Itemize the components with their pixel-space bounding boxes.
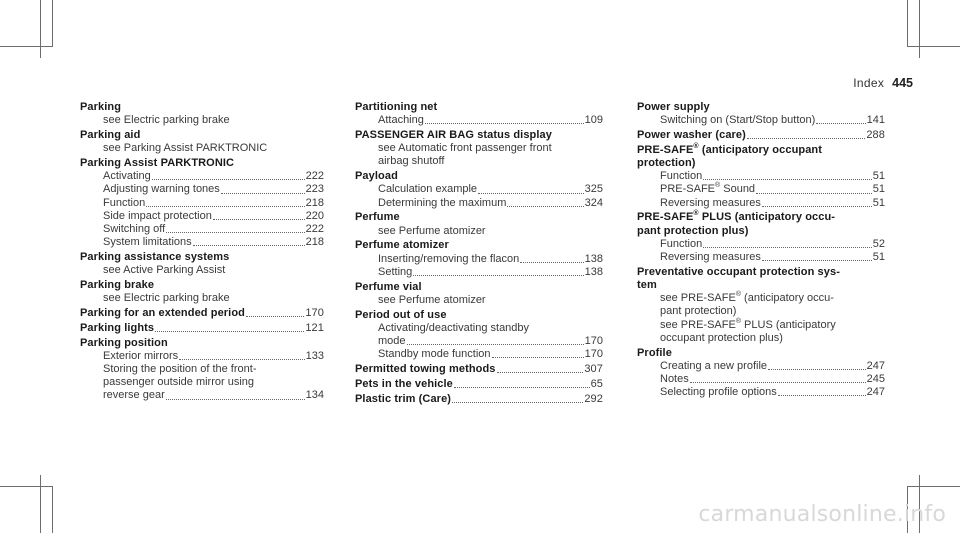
page-ref: 288 [866, 129, 885, 141]
entry-heading: Parking [80, 101, 122, 113]
sub-entry [355, 266, 603, 279]
crop-mark [0, 46, 52, 47]
entry-heading [355, 363, 603, 376]
entry-heading [355, 378, 603, 391]
page-ref: 247 [866, 359, 885, 372]
sub-entry [80, 236, 324, 249]
entry-heading: Partitioning net [355, 101, 438, 113]
sub-entry [637, 197, 885, 210]
index-column-1 [80, 101, 324, 404]
page-ref: 51 [872, 183, 885, 196]
sub-entry-text: Side impact protection [103, 209, 212, 222]
entry-heading-text: Permitted towing methods [355, 363, 496, 376]
dot-leader [703, 179, 872, 180]
dot-leader [454, 387, 590, 388]
crop-mark [40, 0, 41, 58]
sub-entry-text: mode [378, 335, 406, 348]
index-entry [355, 378, 603, 391]
dot-leader [452, 402, 583, 403]
index-entry [637, 266, 885, 345]
sub-entry-text: Reversing measures [660, 196, 761, 209]
index-entry [355, 129, 603, 169]
sub-entry [80, 389, 324, 402]
sub-entry [80, 210, 324, 223]
entry-heading: Preventative occupant protection sys- [637, 265, 840, 278]
sub-entry [80, 350, 324, 363]
index-column-3 [637, 101, 885, 401]
dot-leader [768, 369, 866, 370]
page-header [853, 76, 913, 90]
sub-entry-text: Exterior mirrors [103, 349, 179, 362]
page-ref: 292 [584, 392, 603, 405]
entry-heading: PASSENGER AIR BAG status display [355, 129, 552, 141]
index-entry [637, 211, 885, 264]
entry-heading-text: Parking for an extended period [80, 307, 245, 320]
sub-entry-text: System limitations [103, 236, 192, 249]
crop-mark [908, 486, 960, 487]
index-entry [355, 309, 603, 362]
dot-leader [507, 206, 583, 207]
dot-leader [816, 123, 865, 124]
index-entry [355, 363, 603, 376]
crop-mark [908, 46, 960, 47]
index-entry [80, 251, 324, 277]
sub-entry-text: Selecting profile options [660, 386, 777, 399]
page-ref: 109 [584, 114, 603, 127]
sub-entry-text: Setting [378, 265, 413, 278]
page-ref: 65 [590, 377, 603, 390]
sub-entry-text: reverse gear [103, 389, 165, 402]
dot-leader [213, 219, 305, 220]
dot-leader [762, 206, 872, 207]
sub-entry-text: Inserting/removing the flacon [378, 252, 520, 265]
page-ref: 121 [305, 321, 324, 334]
dot-leader [166, 399, 305, 400]
sub-entry [355, 253, 603, 266]
page-ref: 138 [584, 265, 603, 278]
sub-entry-text: Calculation example [378, 183, 478, 196]
sub-entry: see Perfume atomizer [378, 224, 486, 237]
index-entry [80, 101, 324, 127]
page-ref: 218 [305, 196, 324, 209]
page-ref: 222 [305, 170, 324, 183]
page-ref: 52 [872, 237, 885, 250]
sub-entry [637, 360, 885, 373]
dot-leader [778, 395, 866, 396]
index-entry [80, 157, 324, 249]
entry-heading: Payload [355, 170, 398, 183]
dot-leader [246, 316, 304, 317]
index-entry [80, 129, 324, 155]
page-ref: 141 [866, 114, 885, 127]
sub-entry-text: Creating a new profile [660, 359, 768, 372]
entry-heading: Parking Assist PARKTRONIC [80, 157, 235, 169]
page-ref: 220 [305, 209, 324, 222]
page-number: 445 [892, 76, 913, 90]
page-ref: 133 [305, 349, 324, 362]
sub-entry: see Parking Assist PARKTRONIC [103, 142, 268, 155]
index-entry [80, 279, 324, 305]
sub-entry-text: Standby mode function [378, 348, 491, 361]
dot-leader [221, 193, 305, 194]
sub-entry [80, 197, 324, 210]
index-entry [355, 211, 603, 237]
entry-heading: Perfume vial [355, 280, 422, 293]
dot-leader [478, 193, 584, 194]
sub-entry-text: Activating [103, 170, 151, 183]
index-entry [80, 307, 324, 320]
sub-entry: see Electric parking brake [103, 114, 230, 127]
page-ref: 51 [872, 196, 885, 209]
sub-entry: see Automatic front passenger front [378, 142, 552, 155]
entry-heading: pant protection plus) [637, 224, 749, 237]
entry-heading: Perfume atomizer [355, 239, 449, 252]
page-ref: 51 [872, 170, 885, 183]
sub-entry [637, 373, 885, 386]
section-label: Index [853, 76, 885, 90]
index-entry [355, 101, 603, 127]
index-entry [80, 322, 324, 335]
sub-entry-text: Function [103, 196, 146, 209]
page-ref: 170 [305, 307, 324, 320]
page-ref: 325 [584, 183, 603, 196]
sub-entry [637, 386, 885, 399]
entry-heading: PRE-SAFE® (anticipatory occupant [637, 142, 823, 156]
sub-entry [80, 170, 324, 183]
index-entry [637, 144, 885, 210]
sub-entry-text: Switching off [103, 223, 166, 236]
sub-entry [355, 348, 603, 361]
entry-heading-text: Parking lights [80, 321, 155, 334]
sub-entry [355, 197, 603, 210]
entry-heading: Profile [637, 346, 672, 359]
dot-leader [497, 372, 584, 373]
dot-leader [703, 247, 872, 248]
crop-mark [40, 475, 41, 533]
dot-leader [166, 232, 304, 233]
index-entry [355, 393, 603, 406]
dot-leader [492, 357, 584, 358]
sub-entry [80, 223, 324, 236]
sub-entry-text: Notes [660, 373, 689, 386]
index-entry [637, 129, 885, 142]
dot-leader [690, 382, 866, 383]
sub-entry [637, 170, 885, 183]
page-ref: 51 [872, 251, 885, 264]
sub-entry: passenger outside mirror using [103, 376, 255, 389]
page-ref: 170 [584, 335, 603, 348]
page-ref: 222 [305, 223, 324, 236]
entry-heading [80, 307, 324, 320]
entry-heading: Parking assistance systems [80, 251, 230, 264]
sub-entry [355, 335, 603, 348]
sub-entry [80, 183, 324, 196]
entry-heading: tem [637, 279, 657, 292]
dot-leader [152, 179, 305, 180]
sub-entry [637, 183, 885, 196]
sub-entry [637, 238, 885, 251]
index-entry [355, 239, 603, 279]
page-ref: 307 [584, 363, 603, 376]
sub-entry-text: Reversing measures [660, 251, 761, 264]
entry-heading: Parking aid [80, 129, 141, 141]
page-ref: 324 [584, 196, 603, 209]
dot-leader [413, 275, 583, 276]
dot-leader [193, 245, 305, 246]
dot-leader [747, 138, 865, 139]
dot-leader [179, 359, 304, 360]
sub-entry-text: PRE-SAFE® Sound [660, 182, 756, 196]
sub-entry-text: Adjusting warning tones [103, 183, 220, 196]
page-ref: 170 [584, 348, 603, 361]
dot-leader [146, 206, 304, 207]
index-entry [637, 101, 885, 127]
entry-heading: Parking brake [80, 279, 155, 292]
sub-entry-text: Function [660, 170, 703, 183]
index-entry [80, 337, 324, 403]
dot-leader [520, 262, 583, 263]
sub-entry [637, 251, 885, 264]
sub-entry: see PRE-SAFE® PLUS (anticipatory [660, 317, 836, 331]
entry-heading: Parking position [80, 336, 168, 349]
page-ref: 138 [584, 252, 603, 265]
page-ref: 245 [866, 373, 885, 386]
page-ref: 218 [305, 236, 324, 249]
crop-mark [907, 0, 908, 47]
entry-heading: Period out of use [355, 308, 447, 321]
entry-heading: protection) [637, 157, 696, 169]
crop-mark [52, 486, 53, 533]
dot-leader [155, 331, 304, 332]
index-entry [637, 347, 885, 400]
entry-heading-text: Power washer (care) [637, 129, 746, 141]
sub-entry-text: Function [660, 237, 703, 250]
sub-entry: pant protection) [660, 305, 737, 318]
sub-entry [637, 114, 885, 127]
entry-heading: Power supply [637, 101, 710, 113]
sub-entry: see Electric parking brake [103, 292, 230, 305]
dot-leader [425, 123, 584, 124]
sub-entry: Activating/deactivating standby [378, 321, 530, 334]
index-entry [355, 281, 603, 307]
crop-mark [919, 0, 920, 58]
index-column-2 [355, 101, 603, 407]
sub-entry [355, 114, 603, 127]
index-entry [355, 170, 603, 210]
sub-entry [355, 183, 603, 196]
sub-entry: airbag shutoff [378, 155, 445, 168]
page-ref: 134 [305, 389, 324, 402]
crop-mark [52, 0, 53, 47]
dot-leader [407, 344, 584, 345]
entry-heading [637, 129, 885, 142]
entry-heading: PRE-SAFE® PLUS (anticipatory occu- [637, 210, 836, 224]
crop-mark [0, 486, 52, 487]
sub-entry-text: Switching on (Start/Stop button) [660, 114, 816, 127]
dot-leader [756, 193, 872, 194]
sub-entry-text: Determining the maximum [378, 196, 507, 209]
sub-entry: see Perfume atomizer [378, 293, 486, 306]
sub-entry: Storing the position of the front- [103, 363, 257, 376]
sub-entry: see Active Parking Assist [103, 264, 226, 277]
sub-entry-text: Attaching [378, 114, 424, 127]
entry-heading [80, 322, 324, 335]
sub-entry: see PRE-SAFE® (anticipatory occu- [660, 291, 834, 305]
dot-leader [762, 260, 872, 261]
watermark: carmanualsonline.info [698, 502, 946, 527]
page-ref: 247 [866, 386, 885, 399]
entry-heading-text: Plastic trim (Care) [355, 392, 452, 405]
sub-entry: occupant protection plus) [660, 331, 783, 344]
entry-heading-text: Pets in the vehicle [355, 377, 453, 390]
page-ref: 223 [305, 183, 324, 196]
entry-heading [355, 393, 603, 406]
entry-heading: Perfume [355, 211, 400, 224]
